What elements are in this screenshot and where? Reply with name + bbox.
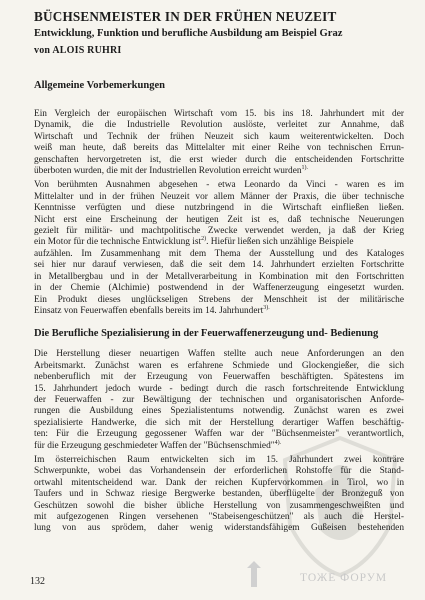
section-heading-vorbemerkungen: Allgemeine Vorbemerkungen	[34, 80, 165, 91]
author-line	[34, 44, 404, 57]
footnote-ref: 3).	[263, 304, 270, 311]
text-line	[34, 166, 404, 177]
text-line: Kenntnisse verfügten und diese nutzbringend in die Wirtschaft einfließen ließen.	[34, 203, 404, 214]
text-line: weiß man heute, daß bereits das Mittelalter mit einer Reihe von technischen Errun-	[34, 143, 404, 154]
text-line: 15. Jahrhundert jedoch wurde - bedingt durch die rasch fortschreitende Entwicklung	[34, 383, 404, 394]
author-name: ALOIS RUHRI	[52, 45, 122, 56]
text-line: sei hier nur darauf verwiesen, daß die seit dem 14. Jahrhundert erzielten Fortschritte	[34, 260, 404, 271]
text-line: mit aufgezogenen Ringen versehenen "Stabeisengeschützen" als auch die Herstel-	[34, 512, 404, 522]
text-line: Ein Vergleich der europäischen Wirtschaft vom 15. bis ins 18. Jahrhundert mit der	[34, 109, 404, 119]
author-prefix: von	[34, 45, 51, 56]
article-subtitle: Entwicklung, Funktion und berufliche Ausbildung am Beispiel Graz	[34, 28, 343, 39]
text-line: Arbeitsmarkt. Zunächst waren es erfahrene Schmiede und Glockengießer, die sich	[34, 360, 404, 371]
text-line: Von berühmten Ausnahmen abgesehen - etwa Leonardo da Vinci - waren es im	[34, 180, 404, 191]
footnote-ref: 2)	[201, 236, 207, 243]
text-line: Geschützen sowohl die bisher übliche Herstellung von zusammengeschweißten und	[34, 500, 404, 511]
text-line: rungen die Ausbildung eines Spezialistentums notwendig. Zunächst waren es zwei	[34, 406, 404, 417]
text-fragment: überboten wurden, die mit der Industriellen Revolution erreicht wurden	[34, 166, 302, 177]
text-line: Schwerpunkte, wobei das Vorhandensein der erforderlichen Rohstoffe für die Stand-	[34, 466, 404, 477]
text-line: Die Herstellung dieser neuartigen Waffen stellte auch neue Anforderungen an den	[34, 349, 404, 360]
text-line: Mittelalter und in der frühen Neuzeit vor allem Männer der Praxis, die über technische	[34, 191, 404, 202]
footnote-ref: 4).	[274, 439, 282, 446]
article-title: BÜCHSENMEISTER IN DER FRÜHEN NEUZEIT	[34, 9, 337, 24]
text-line: aufzählen. Im Zusammenhang mit dem Thema der Ausstellung und des Kataloges	[34, 248, 404, 259]
forum-logo-icon	[246, 560, 262, 588]
section-heading-spezialisierung: Die Berufliche Spezialisierung in der Feuerwaffenerzeugung und- Bedienung	[34, 328, 379, 340]
text-line: der Feuerwaffen - zur Bewältigung der technischen und organisatorischen Anforde-	[34, 394, 404, 405]
text-line	[34, 306, 404, 317]
text-fragment: Einsatz von Feuerwaffen ebenfalls bereits im 14. Jahrhundert	[34, 305, 264, 316]
text-fragment: für die Erzeugung geschmiedeter Waffen der "Büchsenschmied"	[34, 440, 275, 451]
text-fragment: . Hiefür ließen sich unzählige Beispiele	[206, 237, 354, 248]
text-line: lung von aus sprödem, daher wenig widerstandsfähigem Gußeisen bestehenden	[34, 523, 404, 534]
text-line	[34, 441, 404, 452]
text-line: nebenberuflich mit der Erzeugung von Feuerwaffen beschäftigten. Spätestens im	[34, 372, 404, 383]
text-line: in der Chemie (Alchimie) postwendend in der Waffenerzeugung eingesetzt wurden.	[34, 283, 404, 294]
document-page	[34, 9, 404, 535]
text-line: Im österreichischen Raum entwickelten sich im 15. Jahrhundert zwei konträre	[34, 454, 404, 465]
text-line: Taufers und in Schwaz riesige Bergwerke bestanden, überflügelte der Bronzeguß von	[34, 489, 404, 500]
paragraph-4	[34, 455, 404, 535]
watermark-text: ТОЖЕ ФОРУМ	[300, 572, 388, 584]
text-line: ten: Für die Erzeugung gegossener Waffen war der "Büchsenmeister" verantwortlich,	[34, 429, 404, 440]
text-line: Ein Produkt dieses unglückseligen Strebens der Menschheit ist der militärische	[34, 294, 404, 305]
text-line: Wirtschaft und Technik der frühen Neuzeit sich kaum weiterentwickelten. Doch	[34, 131, 404, 142]
paragraph-2	[34, 180, 404, 317]
text-line: Nicht erst eine Erscheinung der heutigen Zeit ist es, daß technische Neuerungen	[34, 214, 404, 225]
text-line: spezialisierte Handwerke, die sich mit der Herstellung derartiger Waffen beschäftig-	[34, 417, 404, 428]
text-fragment: ein Motor für die technische Entwicklung ist	[34, 237, 202, 248]
text-line: Dynamik, die die Industrielle Revolution auslöste, verleitet zur Annahme, daß	[34, 120, 404, 131]
page-number: 132	[30, 576, 45, 587]
text-line: genschaften hervorgetreten ist, die erst wieder durch die entscheidenden Fortschritte	[34, 154, 404, 165]
footnote-ref: 1).	[301, 164, 309, 171]
paragraph-1	[34, 109, 404, 177]
text-line: ortwahl mitentscheidend war. Dank der reichen Kupfervorkommen in Tirol, wo in	[34, 477, 404, 488]
text-line	[34, 237, 404, 248]
text-line: gezielt für militär- und machtpolitische Zwecke verwendet werden, ja daß der Krieg	[34, 226, 404, 237]
text-line: in Metallbergbau und in der Metallverarbeitung in Kombination mit den Fortschritten	[34, 271, 404, 282]
paragraph-3	[34, 349, 404, 452]
